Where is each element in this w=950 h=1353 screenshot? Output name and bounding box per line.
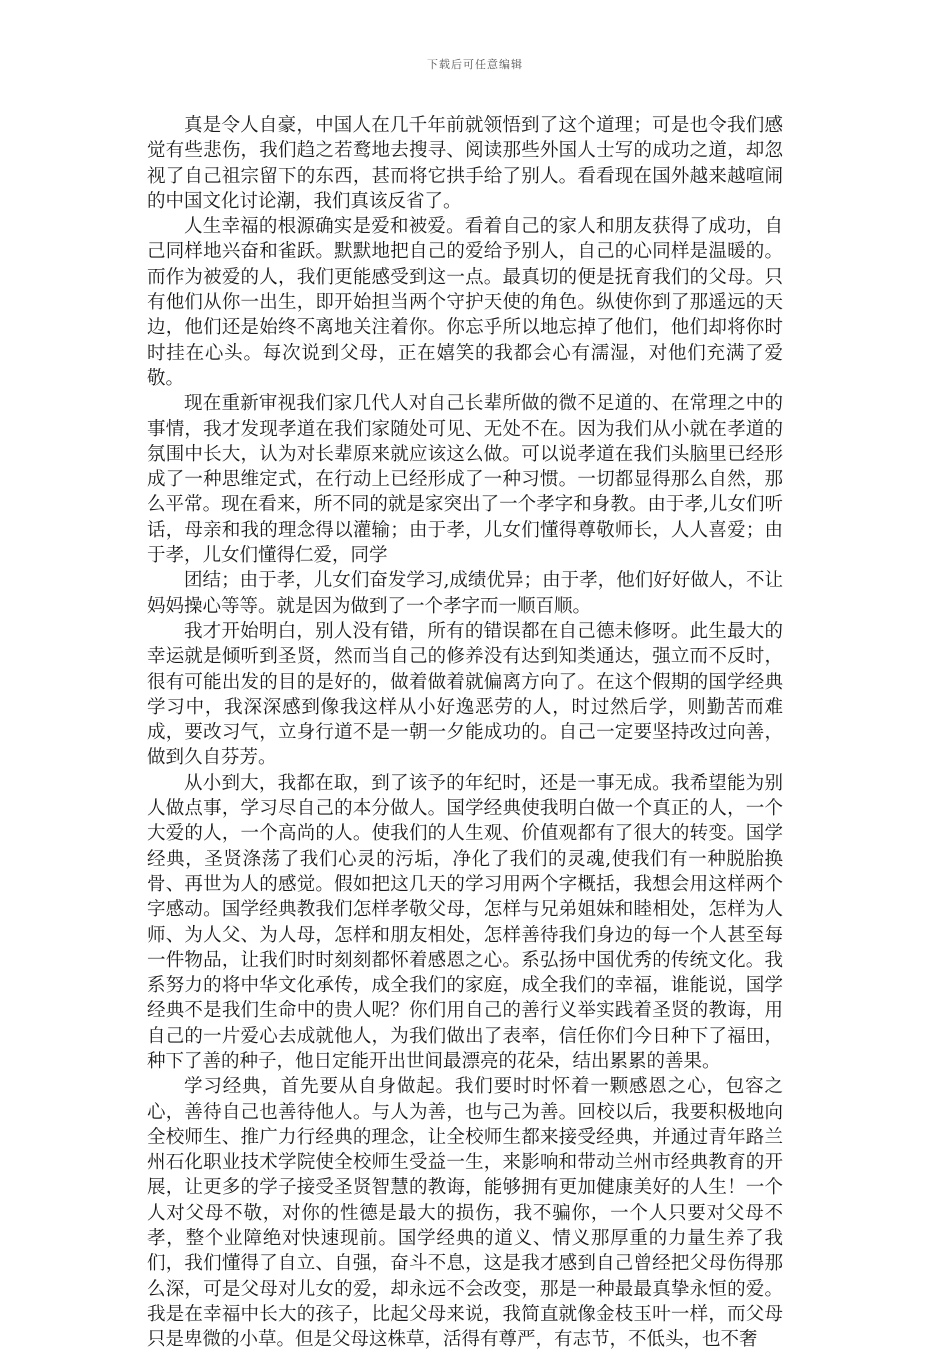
- paragraph: 学习经典，首先要从自身做起。我们要时时怀着一颗感恩之心，包容之心，善待自己也善待他人。与人为善，也与己为善。回校以后，我要积极地向全校师生、推广力行经典的理念，让全校师生都来接受经典，并通过青年路兰州石化职业技术学院使全校师生受益一生，来影响和带动兰州市经典教育的开展，让更多的学子接受圣贤智慧的教诲，能够拥有更加健康美好的人生！一个人对父母不敬，对你的性德是最大的损伤，我不骗你，一个人只要对父母不孝，整个业障绝对快速现前。国学经典的道义、情义那厚重的力量生养了我们，我们懂得了自立、自强，奋斗不息，这是我才感到自己曾经把父母伤得那么深，可是父母对儿女的爱，却永远不会改变，那是一种最最真挚永恒的爱。我是在幸福中长大的孩子，比起父母来说，我简直就像金枝玉叶一样，而父母只是卑微的小草。但是父母这株草，活得有尊严，有志节，不低头，也不奢: [147, 1076, 783, 1351]
- paragraph: 我才开始明白，别人没有错，所有的错误都在自己德未修呀。此生最大的幸运就是倾听到圣贤，然而当自己的修养没有达到知类通达，强立而不反时，很有可能出发的目的是好的，做着做着就偏离方向了。在这个假期的国学经典学习中，我深深感到像我这样从小好逸恶劳的人，时过然后学，则勤苦而难成，要改习气，立身行道不是一朝一夕能成功的。自己一定要坚持改过向善，做到久自芬芳。: [147, 620, 783, 769]
- paragraph: 现在重新审视我们家几代人对自己长辈所做的微不足道的、在常理之中的事情，我才发现孝道在我们家随处可见、无处不在。因为我们从小就在孝道的氛围中长大，认为对长辈原来就应该这么做。可以说孝道在我们头脑里已经形成了一种思维定式，在行动上已经形成了一种习惯。一切都显得那么自然，那么平常。现在看来，所不同的就是家突出了一个孝字和身教。由于孝,儿女们听话，母亲和我的理念得以灌输；由于孝，儿女们懂得尊敬师长，人人喜爱；由于孝，儿女们懂得仁爱，同学: [147, 393, 783, 567]
- paragraph: 团结；由于孝，儿女们奋发学习,成绩优异；由于孝，他们好好做人，不让妈妈操心等等。就是因为做到了一个孝字而一顺百顺。: [147, 570, 783, 617]
- page-header: 下载后可任意编辑: [427, 58, 523, 71]
- document-body: [147, 113, 783, 1353]
- paragraph: 真是令人自豪，中国人在几千年前就领悟到了这个道理；可是也令我们感觉有些悲伤，我们趋之若鹜地去搜寻、阅读那些外国人士写的成功之道，却忽视了自己祖宗留下的东西，甚而将它拱手给了别人。看看现在国外越来越喧闹的中国文化讨论潮，我们真该反省了。: [147, 115, 783, 212]
- paragraph: 从小到大，我都在取，到了该予的年纪时，还是一事无成。我希望能为别人做点事，学习尽自己的本分做人。国学经典使我明白做一个真正的人，一个大爱的人，一个高尚的人。使我们的人生观、价值观都有了很大的转变。国学经典，圣贤涤荡了我们心灵的污垢，净化了我们的灵魂,使我们有一种脱胎换骨、再世为人的感觉。假如把这几天的学习用两个字概括，我想会用这样两个字感动。国学经典教我们怎样孝敬父母，怎样与兄弟姐妹和睦相处，怎样为人师、为人父、为人母，怎样和朋友相处，怎样善待我们身边的每一个人甚至每一件物品，让我们时时刻刻都怀着感恩之心。系弘扬中国优秀的传统文化。我系努力的将中华文化承传，成全我们的家庭，成全我们的幸福，谁能说，国学经典不是我们生命中的贵人呢？你们用自己的善行义举实践着圣贤的教诲，用自己的一片爱心去成就他人，为我们做出了表率，信任你们今日种下了福田，种下了善的种子，他日定能开出世间最漂亮的花朵，结出累累的善果。: [147, 772, 783, 1072]
- paragraph: 人生幸福的根源确实是爱和被爱。看着自己的家人和朋友获得了成功，自己同样地兴奋和雀跃。默默地把自己的爱给予别人，自己的心同样是温暖的。而作为被爱的人，我们更能感受到这一点。最真切的便是抚育我们的父母。只有他们从你一出生，即开始担当两个守护天使的角色。纵使你到了那遥远的天边，他们还是始终不离地关注着你。你忘乎所以地忘掉了他们，他们却将你时时挂在心头。每次说到父母，正在嬉笑的我都会心有濡湿，对他们充满了爱敬。: [147, 216, 783, 389]
